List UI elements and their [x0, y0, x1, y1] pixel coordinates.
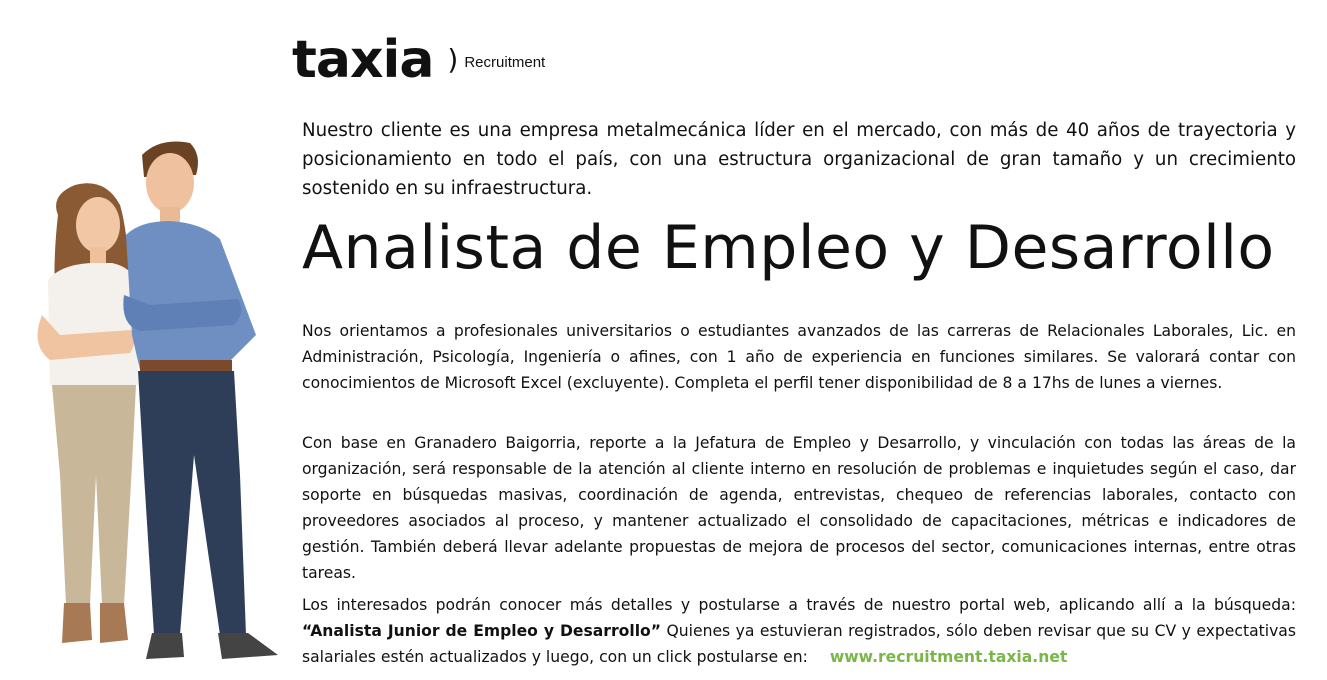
application-text-before: Los interesados podrán conocer más detalles y postularse a través de nuestro portal web, aplicando allí a la búsqueda: [302, 596, 1296, 614]
logo-wordmark: taxia [292, 30, 434, 90]
job-title: Analista de Empleo y Desarrollo [302, 213, 1275, 283]
logo-parenthesis: ) [447, 43, 459, 76]
people-illustration-icon [20, 135, 290, 665]
application-text-after: Quienes ya estuvieran registrados, sólo deben revisar que su CV y expectativas salariales estén actualizados y luego, con un click postularse en: [302, 622, 1296, 666]
woman-figure [38, 183, 139, 643]
man-figure [123, 142, 278, 660]
position-name-quote: “Analista Junior de Empleo y Desarrollo” [302, 622, 662, 640]
intro-paragraph: Nuestro cliente es una empresa metalmecánica líder en el mercado, con más de 40 años de trayectoria y posicionamiento en todo el país, con una estructura organizacional de gran tamaño y un crecimiento sostenido en su infraestructura. [302, 120, 1296, 199]
taxia-logo [292, 30, 545, 90]
requirements-paragraph: Nos orientamos a profesionales universitarios o estudiantes avanzados de las carreras de Relacionales Laborales, Lic. en Administración, Psicología, Ingeniería o afines, con 1 año de experiencia en funciones similares. Se valorará contar con conocimientos de Microsoft Excel (excluyente). Completa el perfil tener disponibilidad de 8 a 17hs de lunes a viernes. [302, 322, 1296, 392]
responsibilities-paragraph: Con base en Granadero Baigorria, reporte a la Jefatura de Empleo y Desarrollo, y vinculación con todas las áreas de la organización, será responsable de la atención al cliente interno en resolución de problemas e inquietudes según el caso, dar soporte en búsquedas masivas, coordinación de agenda, entrevistas, chequeo de referencias laborales, contacto con proveedores asociados al proceso, y mantener actualizado el consolidado de capacitaciones, métricas e indicadores de gestión. También deberá llevar adelante propuestas de mejora de procesos del sector, comunicaciones internas, entre otras tareas. [302, 434, 1296, 582]
application-paragraph [302, 592, 1296, 670]
recruitment-portal-link[interactable]: www.recruitment.taxia.net [829, 648, 1068, 666]
logo-subtitle: Recruitment [464, 53, 546, 71]
